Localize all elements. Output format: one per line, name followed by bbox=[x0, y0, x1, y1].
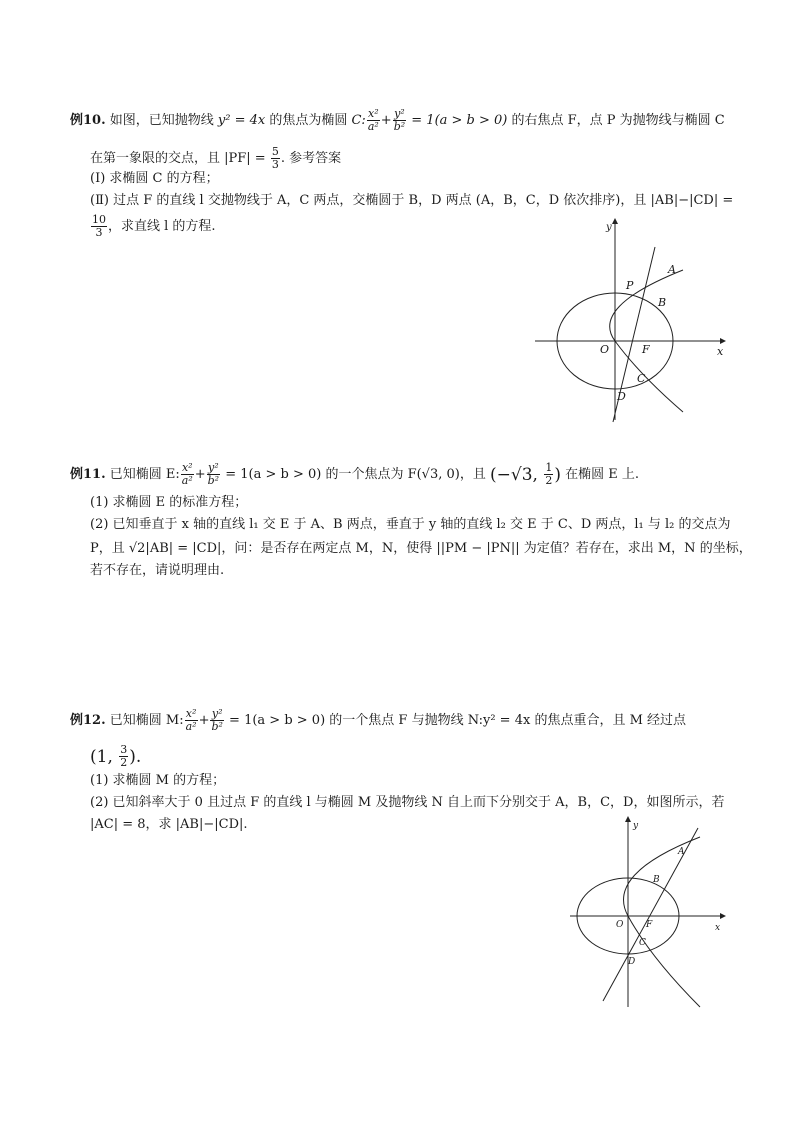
ex12-question-2: (2) 已知斜率大于 0 且过点 F 的直线 l 与椭圆 M 及抛物线 N 自上而下分别交于 A，B，C，D，如图所示，若 bbox=[90, 795, 725, 810]
y-axis-arrow bbox=[625, 816, 631, 822]
ex10-question-1: (Ⅰ) 求椭圆 C 的方程； bbox=[90, 171, 219, 186]
ex12-question-1: (1) 求椭圆 M 的方程； bbox=[90, 773, 226, 788]
fraction: $\frac{\text{x²}}{\text{a²}}$ bbox=[185, 707, 197, 733]
y-axis-arrow bbox=[612, 218, 618, 224]
fraction: $\frac{3}{2}$ bbox=[120, 743, 128, 769]
ex10-question-2-cont: $\frac{10}{3}$ ，求直线 l 的方程. bbox=[92, 213, 216, 239]
ex11-line-1: 例11. 已知椭圆 E: $\frac{\text{x²}}{\text{a²}}$ + $\frac{\text{y²}}{\text{b²}}$ = 1(a > b > 0) 的一个焦点为 F(√3, 0)，且 (−√3, $\frac{1}{2}$ ) 在椭圆 E 上. bbox=[70, 461, 639, 487]
label-p: P bbox=[626, 279, 634, 292]
x-axis-arrow bbox=[720, 913, 726, 919]
x-axis-arrow bbox=[720, 338, 726, 344]
label-f: F bbox=[646, 920, 653, 930]
fraction: $\frac{10}{3}$ bbox=[92, 213, 106, 239]
label-y: y bbox=[606, 222, 612, 233]
label-c: C bbox=[639, 938, 646, 948]
label-a: A bbox=[678, 847, 685, 857]
label-d: D bbox=[617, 390, 626, 403]
fraction: $\frac{1}{2}$ bbox=[545, 461, 553, 487]
ex12-figure bbox=[565, 812, 735, 1012]
parabola bbox=[624, 837, 700, 1007]
ex10-label: 例10. bbox=[70, 113, 106, 128]
label-b: B bbox=[653, 875, 660, 885]
label-x: x bbox=[717, 345, 724, 358]
fraction: $\frac{\text{y²}}{\text{b²}}$ bbox=[211, 707, 223, 733]
ex11-question-2-end: 若不存在，请说明理由. bbox=[90, 563, 225, 578]
fraction: $\frac{\text{y²}}{\text{b²}}$ bbox=[393, 107, 406, 133]
label-c: C bbox=[637, 372, 646, 385]
ex11-label: 例11. bbox=[70, 467, 106, 482]
ex11-question-2-cont: P，且 √2|AB| = |CD|，问：是否存在两定点 M，N，使得 ||PM − |PN|| 为定值？若存在，求出 M，N 的坐标， bbox=[90, 541, 752, 556]
ex10-line-1: 例10. 如图，已知抛物线 y² = 4x 的焦点为椭圆 C: $\frac{\text{x²}}{\text{a²}}$ + $\frac{\text{y²}}{\text{b²}}$ = 1(a > b > 0) 的右焦点 F，点 P 为抛物线与椭圆 C bbox=[70, 107, 725, 133]
ex11-question-2: (2) 已知垂直于 x 轴的直线 l₁ 交 E 于 A、B 两点，垂直于 y 轴的直线 l₂ 交 E 于 C、D 两点，l₁ 与 l₂ 的交点为 bbox=[90, 517, 731, 532]
label-y: y bbox=[633, 821, 639, 831]
ex11-question-1: (1) 求椭圆 E 的标准方程； bbox=[90, 495, 248, 510]
ex10-figure bbox=[530, 210, 730, 425]
fraction: $\frac{5}{3}$ bbox=[271, 145, 279, 171]
label-o: O bbox=[600, 343, 610, 356]
fraction: $\frac{\text{x²}}{\text{a²}}$ bbox=[181, 461, 193, 487]
ex12-line-1: 例12. 已知椭圆 M: $\frac{\text{x²}}{\text{a²}}$ + $\frac{\text{y²}}{\text{b²}}$ = 1(a > b > 0) 的一个焦点 F 与抛物线 N:y² = 4x 的焦点重合，且 M 经过点 bbox=[70, 707, 687, 733]
ex10-line-2: 在第一象限的交点，且 |PF| = $\frac{5}{3}$ . 参考答案 bbox=[90, 145, 342, 171]
label-d: D bbox=[628, 957, 636, 967]
label-b: B bbox=[658, 296, 667, 309]
ex12-label: 例12. bbox=[70, 713, 106, 728]
ex12-point: (1, $\frac{3}{2}$ ). bbox=[90, 743, 142, 769]
label-a: A bbox=[668, 263, 676, 276]
fraction: $\frac{\text{y²}}{\text{b²}}$ bbox=[207, 461, 220, 487]
label-o: O bbox=[616, 920, 624, 930]
label-x: x bbox=[715, 923, 721, 933]
fraction: $\frac{\text{x²}}{\text{a²}}$ bbox=[367, 107, 379, 133]
ex12-question-2-cont: |AC| = 8，求 |AB|−|CD|. bbox=[90, 817, 248, 832]
label-f: F bbox=[642, 343, 650, 356]
ex10-question-2: (Ⅱ) 过点 F 的直线 l 交抛物线于 A，C 两点，交椭圆于 B，D 两点 (A，B，C，D 依次排序)，且 |AB|−|CD| = bbox=[90, 193, 734, 208]
